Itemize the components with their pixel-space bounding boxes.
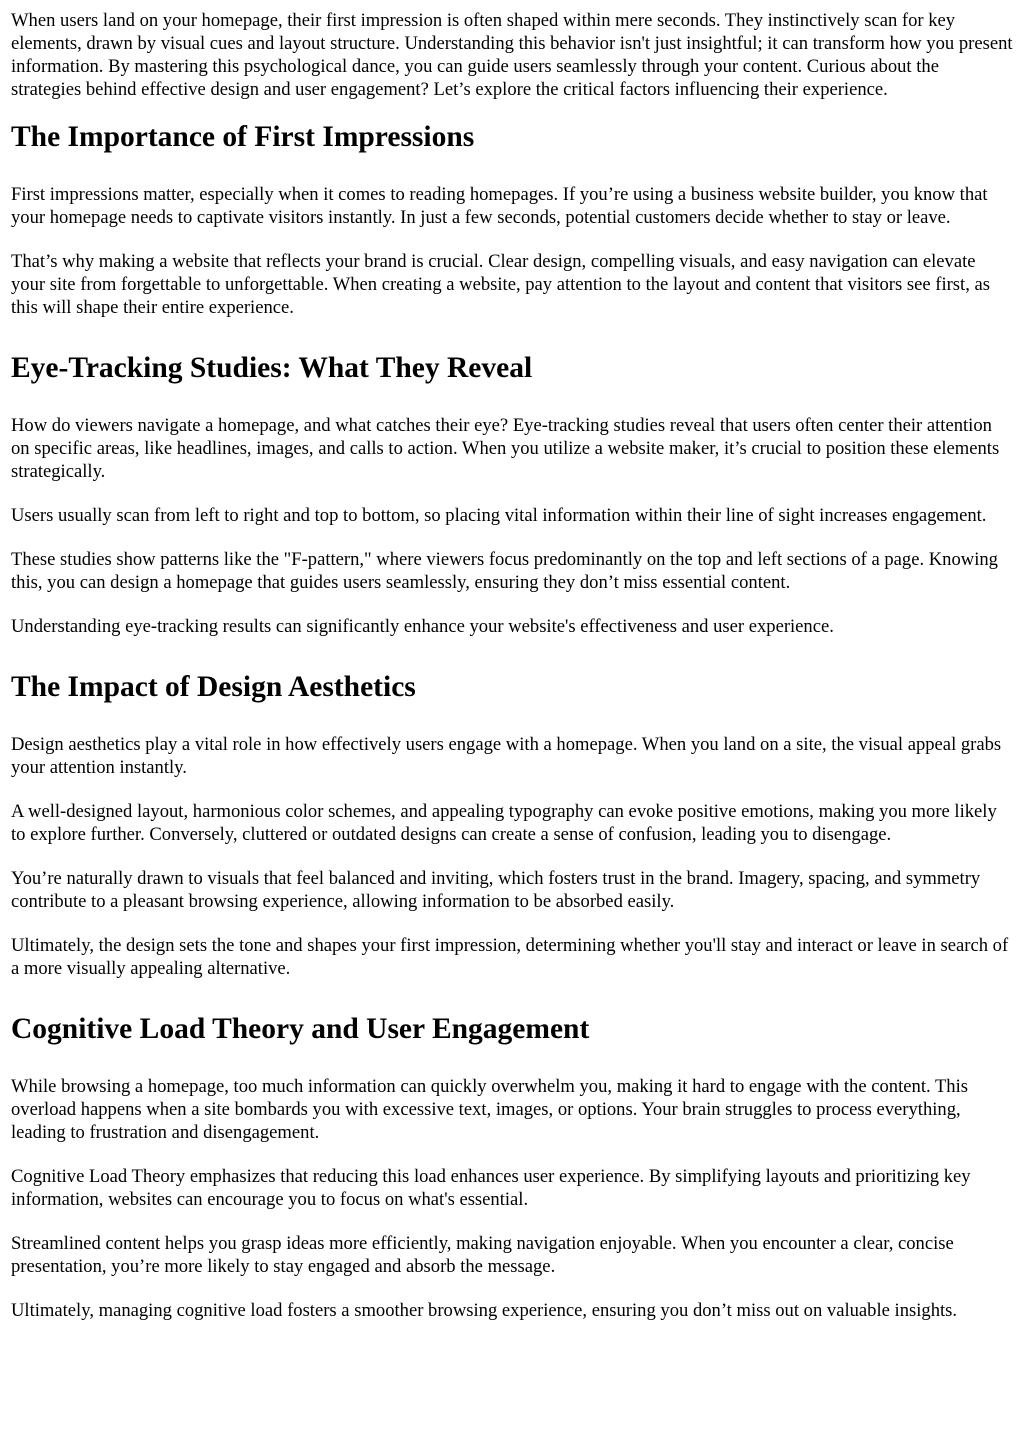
paragraph: While browsing a homepage, too much information can quickly overwhelm you, making it hard to engage with the content. This overload happens when a site bombards you with excessive text, images, or options. Your brain struggles to process everything, leading to frustration and disengagement. xyxy=(11,1076,969,1143)
paragraph: Users usually scan from left to right and top to bottom, so placing vital information within their line of sight increases engagement. xyxy=(11,505,987,526)
paragraph: First impressions matter, especially when it comes to reading homepages. If you’re using a business website builder, you know that your homepage needs to captivate visitors instantly. In just a few seconds, potential customers decide whether to stay or leave. xyxy=(11,184,988,228)
section-cognitive-load xyxy=(11,1012,1013,1322)
paragraph: You’re naturally drawn to visuals that feel balanced and inviting, which fosters trust in the brand. Imagery, spacing, and symmetry contribute to a pleasant browsing experience, allowing information to be absorbed easily. xyxy=(11,868,981,912)
section-eye-tracking xyxy=(11,351,1013,638)
section-first-impressions xyxy=(11,120,1013,319)
paragraph: How do viewers navigate a homepage, and what catches their eye? Eye-tracking studies reveal that users often center their attention on specific areas, like headlines, images, and calls to action. When you utilize a website maker, it’s crucial to position these elements strategically. xyxy=(11,415,1000,482)
section-heading: The Importance of First Impressions xyxy=(11,121,475,153)
paragraph: Understanding eye-tracking results can significantly enhance your website's effectiveness and user experience. xyxy=(11,616,834,637)
paragraph: Streamlined content helps you grasp ideas more efficiently, making navigation enjoyable. When you encounter a clear, concise presentation, you’re more likely to stay engaged and absorb the message. xyxy=(11,1233,954,1277)
paragraph: A well-designed layout, harmonious color schemes, and appealing typography can evoke positive emotions, making you more likely to explore further. Conversely, cluttered or outdated designs can create a sense of confusion, leading you to disengage. xyxy=(11,801,997,845)
section-heading: The Impact of Design Aesthetics xyxy=(11,671,416,703)
section-design-aesthetics xyxy=(11,670,1013,980)
intro-paragraph: When users land on your homepage, their first impression is often shaped within mere seconds. They instinctively scan for key elements, drawn by visual cues and layout structure. Understanding this behavior isn't just insightful; it can transform how you present information. By mastering this psychological dance, you can guide users seamlessly through your content. Curious about the strategies behind effective design and user engagement? Let’s explore the critical factors influencing their experience. xyxy=(11,10,1013,100)
paragraph: Cognitive Load Theory emphasizes that reducing this load enhances user experience. By simplifying layouts and prioritizing key information, websites can encourage you to focus on what's essential. xyxy=(11,1166,971,1210)
paragraph: Ultimately, the design sets the tone and shapes your first impression, determining whether you'll stay and interact or leave in search of a more visually appealing alternative. xyxy=(11,935,1009,979)
paragraph: Ultimately, managing cognitive load fosters a smoother browsing experience, ensuring you don’t miss out on valuable insights. xyxy=(11,1300,958,1321)
paragraph: These studies show patterns like the "F-pattern," where viewers focus predominantly on the top and left sections of a page. Knowing this, you can design a homepage that guides users seamlessly, ensuring they don’t miss essential content. xyxy=(11,549,998,593)
paragraph: That’s why making a website that reflects your brand is crucial. Clear design, compelling visuals, and easy navigation can elevate your site from forgettable to unforgettable. When creating a website, pay attention to the layout and content that visitors see first, as this will shape their entire experience. xyxy=(11,251,990,318)
section-heading: Cognitive Load Theory and User Engagement xyxy=(11,1013,590,1045)
section-heading: Eye-Tracking Studies: What They Reveal xyxy=(11,352,533,384)
paragraph: Design aesthetics play a vital role in how effectively users engage with a homepage. When you land on a site, the visual appeal grabs your attention instantly. xyxy=(11,734,1002,778)
